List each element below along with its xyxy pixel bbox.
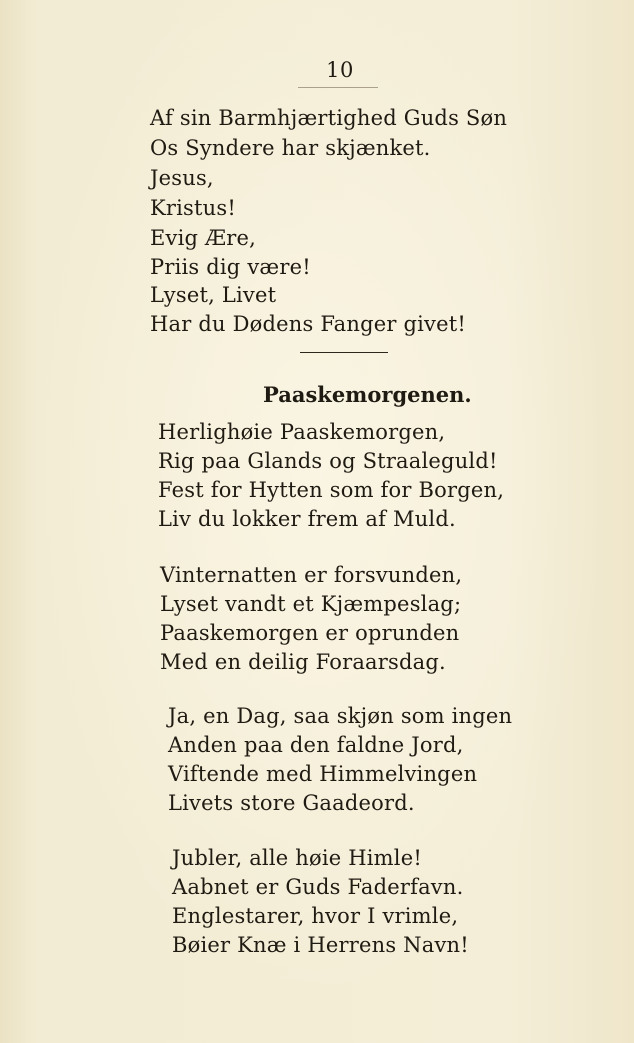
verse-line: Herlighøie Paaskemorgen, bbox=[158, 420, 446, 444]
verse-line: Livets store Gaadeord. bbox=[168, 791, 415, 815]
verse-line: Rig paa Glands og Straaleguld! bbox=[158, 449, 498, 473]
verse-line: Jubler, alle høie Himle! bbox=[172, 846, 422, 870]
verse-line: Jesus, bbox=[150, 166, 214, 190]
verse-line: Paaskemorgen er oprunden bbox=[160, 621, 460, 645]
verse-line: Af sin Barmhjærtighed Guds Søn bbox=[150, 106, 508, 130]
page-number-rule bbox=[298, 87, 378, 88]
verse-line: Vinternatten er forsvunden, bbox=[160, 563, 463, 587]
verse-line: Lyset vandt et Kjæmpeslag; bbox=[160, 592, 462, 616]
poem-title: Paaskemorgenen. bbox=[263, 382, 472, 407]
verse-line: Aabnet er Guds Faderfavn. bbox=[172, 875, 464, 899]
show-through-text bbox=[476, 95, 626, 855]
verse-line: Liv du lokker frem af Muld. bbox=[158, 507, 456, 531]
section-divider bbox=[300, 352, 388, 353]
verse-line: Har du Dødens Fanger givet! bbox=[150, 312, 467, 336]
verse-line: Kristus! bbox=[150, 196, 236, 220]
verse-line: Englestarer, hvor I vrimle, bbox=[172, 904, 459, 928]
verse-line: Priis dig være! bbox=[150, 255, 311, 279]
page-number: 10 bbox=[326, 58, 354, 82]
verse-line: Anden paa den faldne Jord, bbox=[168, 733, 464, 757]
verse-line: Med en deilig Foraarsdag. bbox=[160, 650, 446, 674]
verse-line: Os Syndere har skjænket. bbox=[150, 136, 431, 160]
verse-line: Bøier Knæ i Herrens Navn! bbox=[172, 933, 469, 957]
verse-line: Ja, en Dag, saa skjøn som ingen bbox=[168, 704, 513, 728]
verse-line: Viftende med Himmelvingen bbox=[168, 762, 478, 786]
verse-line: Fest for Hytten som for Borgen, bbox=[158, 478, 505, 502]
verse-line: Evig Ære, bbox=[150, 226, 256, 250]
verse-line: Lyset, Livet bbox=[150, 283, 277, 307]
